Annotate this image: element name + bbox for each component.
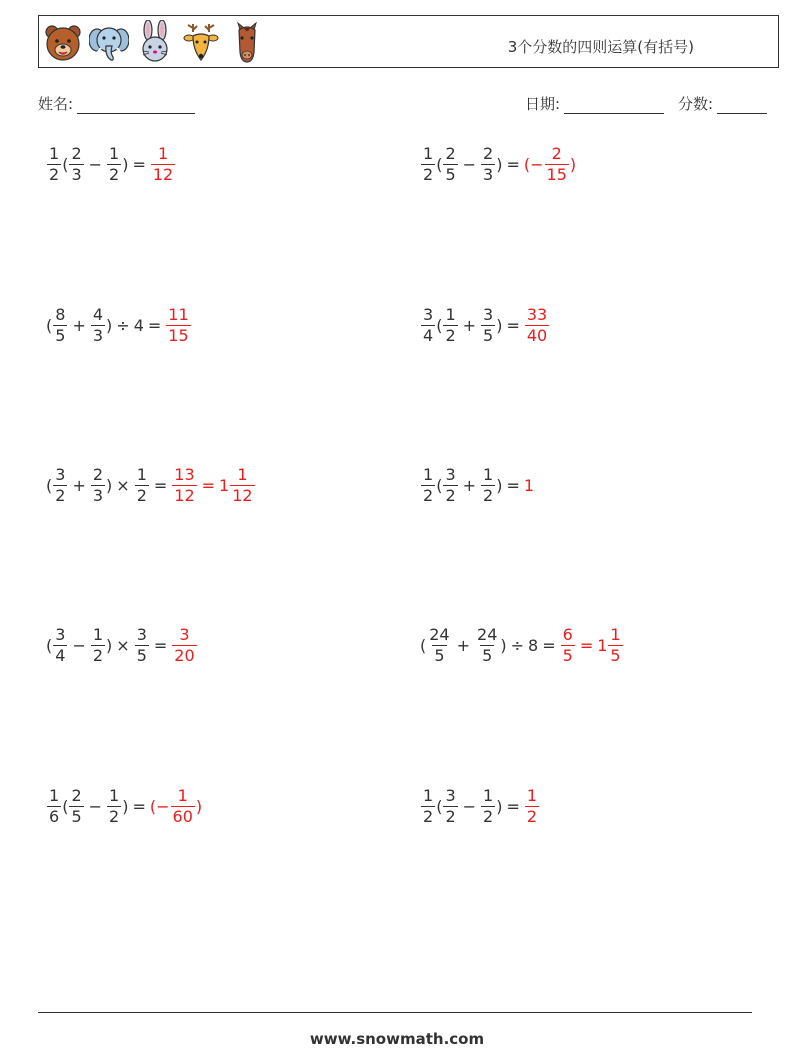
numerator: 8 xyxy=(55,305,66,324)
numerator: 1 xyxy=(49,786,60,805)
text-token: ) xyxy=(195,797,203,816)
fraction xyxy=(525,307,549,344)
numerator: 3 xyxy=(483,305,494,324)
operator: + xyxy=(456,636,471,655)
fraction xyxy=(481,307,495,344)
denominator: 4 xyxy=(423,326,434,345)
denominator: 2 xyxy=(423,165,434,184)
operator: = xyxy=(201,476,216,495)
numerator: 11 xyxy=(168,305,189,324)
denominator: 2 xyxy=(445,326,456,345)
denominator: 60 xyxy=(172,807,193,826)
answer xyxy=(560,627,624,664)
problem-3 xyxy=(46,307,192,344)
answer xyxy=(165,307,191,344)
denominator: 40 xyxy=(526,326,548,345)
elephant-icon xyxy=(89,20,129,64)
text-token: ) xyxy=(496,797,503,816)
text-token: 4 xyxy=(133,316,144,335)
operator: − xyxy=(462,155,477,174)
date-field[interactable] xyxy=(525,93,664,114)
denominator: 5 xyxy=(610,646,621,665)
denominator: 3 xyxy=(92,486,104,505)
numerator: 3 xyxy=(445,786,456,805)
numerator: 4 xyxy=(92,305,104,324)
text-token: ) xyxy=(569,155,577,174)
denominator: 2 xyxy=(109,165,120,184)
text-token: (− xyxy=(523,155,544,174)
numerator: 1 xyxy=(423,465,434,484)
text-token: ( xyxy=(420,636,427,655)
fraction xyxy=(166,307,190,344)
footer-divider xyxy=(38,1012,752,1013)
fraction xyxy=(421,467,435,504)
answer xyxy=(524,788,540,825)
score-field[interactable] xyxy=(678,93,767,114)
denominator: 2 xyxy=(483,486,494,505)
denominator: 2 xyxy=(445,486,456,505)
numerator: 1 xyxy=(610,625,621,644)
text-token: ) xyxy=(496,316,503,335)
operator: ÷ xyxy=(510,636,525,655)
name-label: 姓名: xyxy=(38,95,74,113)
numerator: 1 xyxy=(109,144,120,163)
numerator: 3 xyxy=(445,465,456,484)
text-token: ( xyxy=(436,155,443,174)
denominator: 5 xyxy=(482,646,493,665)
denominator: 2 xyxy=(483,807,494,826)
text-token: ( xyxy=(46,476,53,495)
text-token: ( xyxy=(62,155,69,174)
fraction xyxy=(608,627,622,664)
fraction xyxy=(53,627,67,664)
answer xyxy=(524,307,550,344)
numerator: 1 xyxy=(483,786,494,805)
denominator: 15 xyxy=(168,326,189,345)
fraction xyxy=(421,307,435,344)
fraction xyxy=(443,788,457,825)
numerator: 6 xyxy=(562,625,573,644)
footer-url[interactable]: www.snowmath.com xyxy=(309,1030,485,1048)
numerator: 3 xyxy=(55,465,66,484)
name-blank[interactable] xyxy=(77,98,195,114)
numerator: 1 xyxy=(237,465,248,484)
denominator: 3 xyxy=(92,326,104,345)
text-token: 1 xyxy=(219,476,230,495)
operator: = xyxy=(153,476,168,495)
operator: × xyxy=(116,636,130,655)
denominator: 3 xyxy=(483,165,494,184)
animal-icons xyxy=(43,20,267,64)
fraction xyxy=(69,788,83,825)
denominator: 2 xyxy=(55,486,66,505)
deer-icon xyxy=(181,20,221,64)
operator: − xyxy=(88,797,103,816)
numerator: 3 xyxy=(136,625,147,644)
numerator: 2 xyxy=(483,144,494,163)
fraction xyxy=(545,146,569,183)
text-token: 1 xyxy=(523,476,535,495)
fraction xyxy=(151,146,175,183)
operator: = xyxy=(132,797,146,816)
text-token: 8 xyxy=(528,636,539,655)
denominator: 2 xyxy=(423,486,434,505)
operator: = xyxy=(153,636,168,655)
fraction xyxy=(91,307,105,344)
date-label: 日期: xyxy=(525,95,561,113)
operator: = xyxy=(579,636,594,655)
operator: ÷ xyxy=(116,316,130,335)
fraction xyxy=(561,627,575,664)
numerator: 1 xyxy=(445,305,456,324)
text-token: ) xyxy=(106,316,113,335)
problem-7 xyxy=(46,627,198,664)
numerator: 1 xyxy=(109,786,120,805)
worksheet-header xyxy=(38,15,779,68)
text-token: ( xyxy=(436,316,443,335)
answer xyxy=(524,146,576,183)
denominator: 2 xyxy=(92,646,104,665)
denominator: 5 xyxy=(434,646,445,665)
fraction xyxy=(53,307,67,344)
text-token: ) xyxy=(106,636,113,655)
text-token: ) xyxy=(496,155,503,174)
denominator: 2 xyxy=(423,807,434,826)
worksheet-title: 3个分数的四则运算(有括号) xyxy=(507,38,694,56)
fraction xyxy=(172,467,196,504)
problem-2 xyxy=(420,146,576,183)
text-token: ) xyxy=(496,476,503,495)
fraction xyxy=(69,146,83,183)
numerator: 2 xyxy=(445,144,456,163)
denominator: 5 xyxy=(445,165,456,184)
answer xyxy=(524,476,534,495)
fraction xyxy=(107,146,121,183)
text-token: ( xyxy=(436,797,443,816)
answer xyxy=(171,627,197,664)
answer xyxy=(150,788,202,825)
operator: = xyxy=(506,316,520,335)
denominator: 12 xyxy=(152,165,174,184)
problem-10 xyxy=(420,788,540,825)
fraction xyxy=(171,788,195,825)
fraction xyxy=(427,627,451,664)
numerator: 1 xyxy=(136,465,147,484)
problem-6 xyxy=(420,467,534,504)
operator: = xyxy=(542,636,556,655)
text-token: (− xyxy=(149,797,170,816)
numerator: 24 xyxy=(477,625,498,644)
numerator: 1 xyxy=(423,786,434,805)
numerator: 3 xyxy=(55,625,66,644)
denominator: 5 xyxy=(483,326,494,345)
name-field[interactable] xyxy=(38,93,195,114)
denominator: 2 xyxy=(136,486,147,505)
date-blank[interactable] xyxy=(564,98,664,114)
numerator: 1 xyxy=(157,144,169,163)
numerator: 2 xyxy=(71,144,82,163)
numerator: 1 xyxy=(526,786,538,805)
answer xyxy=(150,146,176,183)
operator: − xyxy=(462,797,477,816)
denominator: 12 xyxy=(232,486,253,505)
operator: + xyxy=(72,476,86,495)
denominator: 2 xyxy=(49,165,60,184)
numerator: 3 xyxy=(179,625,190,644)
fraction xyxy=(135,467,149,504)
denominator: 5 xyxy=(562,646,573,665)
fraction xyxy=(475,627,499,664)
fraction xyxy=(230,467,254,504)
denominator: 2 xyxy=(445,807,456,826)
fraction xyxy=(172,627,196,664)
fraction xyxy=(421,146,435,183)
text-token: ( xyxy=(46,316,53,335)
denominator: 5 xyxy=(55,326,66,345)
operator: = xyxy=(506,797,520,816)
fraction xyxy=(107,788,121,825)
fraction xyxy=(481,146,495,183)
text-token: ) xyxy=(122,797,129,816)
denominator: 5 xyxy=(71,807,82,826)
numerator: 2 xyxy=(551,144,562,163)
text-token: ) xyxy=(122,155,129,174)
score-blank[interactable] xyxy=(717,98,767,114)
operator: = xyxy=(506,155,520,174)
text-token: ( xyxy=(46,636,53,655)
denominator: 15 xyxy=(546,165,567,184)
rabbit-icon xyxy=(135,20,175,64)
denominator: 20 xyxy=(174,646,195,665)
fraction xyxy=(443,146,457,183)
text-token: ) xyxy=(500,636,507,655)
denominator: 12 xyxy=(174,486,195,505)
fraction xyxy=(91,627,105,664)
denominator: 4 xyxy=(55,646,66,665)
operator: = xyxy=(147,316,162,335)
denominator: 2 xyxy=(109,807,120,826)
denominator: 6 xyxy=(49,807,60,826)
operator: + xyxy=(462,316,477,335)
fraction xyxy=(53,467,67,504)
problem-9 xyxy=(46,788,202,825)
operator: − xyxy=(88,155,103,174)
fraction xyxy=(443,467,457,504)
numerator: 1 xyxy=(92,625,104,644)
operator: × xyxy=(116,476,130,495)
problem-8 xyxy=(420,627,624,664)
operator: = xyxy=(132,155,146,174)
answer xyxy=(171,467,255,504)
denominator: 5 xyxy=(136,646,147,665)
numerator: 2 xyxy=(92,465,104,484)
text-token: 1 xyxy=(597,636,608,655)
fraction xyxy=(47,146,61,183)
horse-icon xyxy=(227,20,267,64)
numerator: 1 xyxy=(177,786,188,805)
numerator: 1 xyxy=(423,144,434,163)
numerator: 13 xyxy=(174,465,195,484)
bear-icon xyxy=(43,20,83,64)
score-label: 分数: xyxy=(678,95,714,113)
fraction xyxy=(481,467,495,504)
fraction xyxy=(135,627,149,664)
problem-4 xyxy=(420,307,550,344)
numerator: 24 xyxy=(429,625,450,644)
denominator: 3 xyxy=(71,165,82,184)
denominator: 2 xyxy=(526,807,538,826)
fraction xyxy=(443,307,457,344)
numerator: 1 xyxy=(483,465,494,484)
fraction xyxy=(91,467,105,504)
text-token: ( xyxy=(436,476,443,495)
fraction xyxy=(47,788,61,825)
numerator: 2 xyxy=(71,786,82,805)
text-token: ) xyxy=(106,476,113,495)
operator: − xyxy=(72,636,86,655)
problem-5 xyxy=(46,467,256,504)
fraction xyxy=(481,788,495,825)
text-token: ( xyxy=(62,797,69,816)
fraction xyxy=(525,788,539,825)
problem-1 xyxy=(46,146,176,183)
numerator: 3 xyxy=(423,305,434,324)
operator: + xyxy=(462,476,477,495)
numerator: 1 xyxy=(49,144,60,163)
fraction xyxy=(421,788,435,825)
operator: + xyxy=(72,316,86,335)
operator: = xyxy=(506,476,520,495)
numerator: 33 xyxy=(526,305,548,324)
